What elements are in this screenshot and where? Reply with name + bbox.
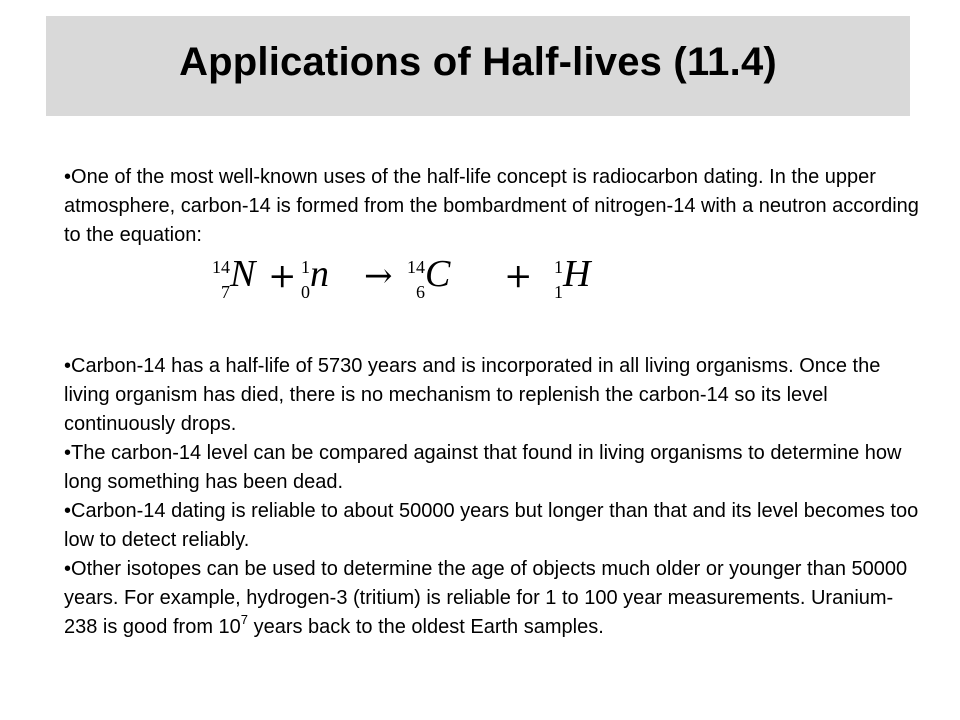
element-symbol: H [563,253,591,295]
bullet-reliability [64,497,924,555]
atomic-number: 7 [221,282,230,302]
bullet-text: Carbon-14 has a half-life of 5730 years and is incorporated in all living organisms. Once the living organism has died, there is no mechanism to replenish the carbon-14 so its level continuously drops. [64,355,881,435]
bullet-text-part1: Other isotopes can be used to determine the age of objects much older or younger than 50000 years. For example, hydrogen-3 (tritium) is reliable for 1 to 100 year measurements. Uranium-238 is good from 10 [64,558,908,638]
mass-number: 1 [554,257,563,277]
bullet-radiocarbon-intro [64,163,924,250]
element-symbol: N [230,253,256,295]
atomic-number: 0 [301,282,310,302]
exponent: 7 [240,611,249,627]
atomic-number: 1 [554,282,563,302]
bullet-text: The carbon-14 level can be compared against that found in living organisms to determine how long something has been dead. [64,442,902,493]
mass-number: 14 [407,257,425,277]
bullet-marker: • [64,355,72,377]
plus-sign: + [504,256,533,296]
bullet-other-isotopes [64,555,924,642]
element-symbol: n [310,253,329,295]
bullet-text: One of the most well-known uses of the half-life concept is radiocarbon dating. In the upper atmosphere, carbon-14 is formed from the bombardment of nitrogen-14 with a neutron according to the equation: [64,166,919,246]
bullet-text: Carbon-14 dating is reliable to about 50000 years but longer than that and its level becomes too low to detect reliably. [64,500,919,551]
mass-number: 14 [212,257,230,277]
bullet-marker: • [64,558,72,580]
atomic-number: 6 [416,282,425,302]
reaction-arrow: → [364,256,393,296]
slide-body [64,163,924,642]
bullet-marker: • [64,166,72,188]
plus-sign: + [268,256,297,296]
bullet-marker: • [64,500,72,522]
bullet-comparison [64,439,924,497]
element-symbol: C [425,253,451,295]
mass-number: 1 [301,257,310,277]
bullet-marker: • [64,442,72,464]
nuclear-equation [64,250,924,352]
title-bar [46,16,910,116]
bullet-text-part2: years back to the oldest Earth samples. [248,616,604,638]
bullet-half-life [64,352,924,439]
slide-title: Applications of Half-lives (11.4) [179,39,777,84]
